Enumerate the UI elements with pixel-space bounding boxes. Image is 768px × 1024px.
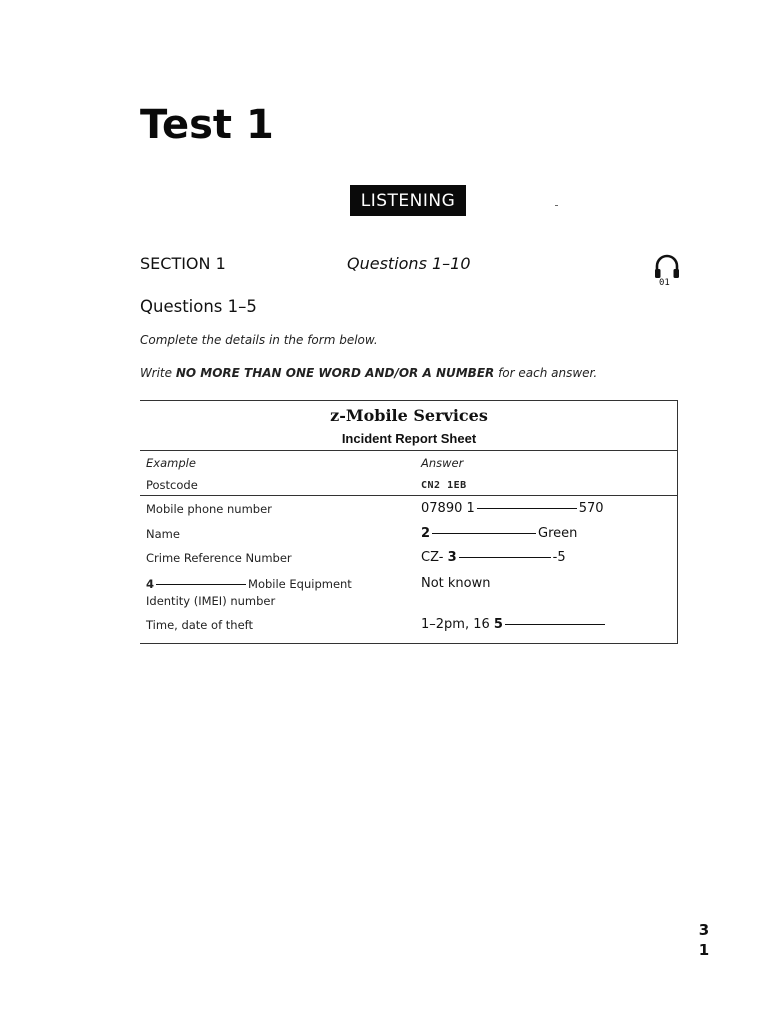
questions-heading: Questions 1–5 (140, 297, 257, 316)
theft-time-prefix: 1–2pm, 16 (421, 617, 494, 632)
page-number (694, 920, 714, 960)
instruction-prefix: Write (140, 366, 176, 380)
theft-time-label: Time, date of theft (146, 618, 254, 632)
answer-blank-5 (505, 624, 605, 625)
phone-value (421, 501, 604, 516)
form-header-rule (140, 450, 678, 451)
crime-ref-prefix: CZ- (421, 550, 448, 565)
form-example-rule (140, 495, 678, 496)
question-number-2: 2 (421, 526, 431, 541)
question-number-4: 4 (146, 577, 155, 591)
name-label: Name (146, 527, 180, 541)
imei-label-suffix: Mobile Equipment (248, 577, 352, 591)
phone-label: Mobile phone number (146, 502, 272, 516)
page-number-digit-2: 1 (698, 941, 710, 959)
form-title: z-Mobile Services (330, 406, 488, 425)
instruction-word-limit (140, 366, 597, 380)
name-suffix: Green (538, 526, 578, 541)
answer-blank-4 (156, 584, 246, 585)
form-top-rule (140, 400, 678, 401)
question-number-3: 3 (447, 550, 457, 565)
postcode-value: CN2 1EB (421, 480, 467, 491)
instruction-suffix: for each answer. (494, 366, 598, 380)
answer-blank-3 (459, 557, 551, 558)
imei-label-line2: Identity (IMEI) number (146, 594, 276, 608)
phone-prefix: 07890 1 (421, 501, 475, 516)
form-subtitle: Incident Report Sheet (341, 431, 477, 446)
answer-label: Answer (421, 456, 464, 470)
theft-time-value (421, 617, 607, 632)
incident-report-form (140, 400, 678, 644)
section-label: SECTION 1 (140, 254, 226, 273)
question-number-5: 5 (493, 617, 503, 632)
crime-ref-label: Crime Reference Number (146, 551, 292, 565)
questions-range: Questions 1–10 (347, 254, 471, 273)
example-label: Example (146, 456, 196, 470)
crime-ref-suffix: -5 (552, 550, 566, 565)
crime-ref-value (421, 550, 566, 565)
imei-value: Not known (421, 576, 491, 591)
phone-suffix: 570 (578, 501, 604, 516)
instruction-emphasis: NO MORE THAN ONE WORD AND/OR A NUMBER (175, 366, 495, 380)
imei-label (146, 577, 352, 591)
audio-track-number: 01 (659, 278, 670, 288)
page-number-digit-1: 3 (698, 921, 710, 939)
phone-blank-line (477, 508, 577, 509)
instruction-complete: Complete the details in the form below. (140, 333, 378, 347)
test-title: Test 1 (140, 102, 274, 148)
form-bottom-rule (140, 643, 678, 644)
name-value (421, 526, 577, 541)
postcode-label: Postcode (146, 478, 198, 492)
scan-speck (555, 205, 558, 206)
listening-badge: LISTENING (350, 185, 466, 216)
answer-blank-2 (432, 533, 536, 534)
